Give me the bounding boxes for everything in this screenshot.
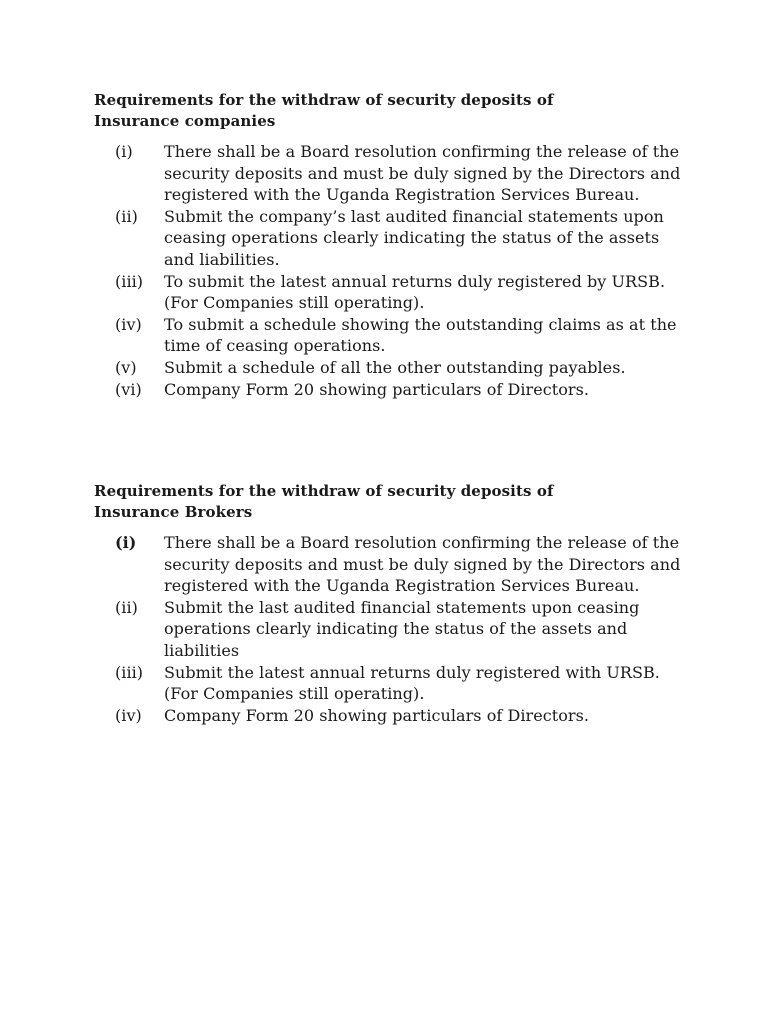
- item-number: (ii): [115, 206, 138, 226]
- item-number: (v): [115, 357, 137, 377]
- item-number: (i): [115, 533, 137, 552]
- list-item: [94, 379, 694, 401]
- requirements-list: [94, 141, 694, 400]
- list-item: [94, 314, 694, 357]
- item-text: Company Form 20 showing particulars of Directors.: [164, 379, 590, 399]
- section-heading: [94, 90, 694, 132]
- item-number: (iii): [115, 271, 144, 291]
- list-item: [94, 597, 694, 662]
- item-text: Submit the company’s last audited financial statements upon ceasing operations clearly indicating the status of the assets and liabilities.: [164, 206, 664, 269]
- list-item: [94, 141, 694, 206]
- item-text: To submit the latest annual returns duly registered by URSB. (For Companies still operating).: [164, 271, 666, 313]
- requirements-list: [94, 532, 694, 726]
- list-item: [94, 662, 694, 705]
- item-text: Submit the latest annual returns duly registered with URSB. (For Companies still operating).: [164, 662, 660, 704]
- list-item: [94, 705, 694, 727]
- heading-line: Requirements for the withdraw of security deposits of: [94, 482, 554, 500]
- list-item: [94, 206, 694, 271]
- item-text: Submit a schedule of all the other outstanding payables.: [164, 357, 626, 377]
- list-item: [94, 357, 694, 379]
- section-insurance-brokers: [94, 481, 694, 726]
- item-text: Submit the last audited financial statements upon ceasing operations clearly indicating the status of the assets and liabilities: [164, 597, 640, 660]
- item-text: There shall be a Board resolution confirming the release of the security deposits and must be duly signed by the Directors and registered with the Uganda Registration Services Bureau.: [164, 142, 681, 205]
- item-text: There shall be a Board resolution confirming the release of the security deposits and must be duly signed by the Directors and registered with the Uganda Registration Services Bureau.: [164, 533, 681, 596]
- heading-line: Requirements for the withdraw of security deposits of: [94, 91, 554, 109]
- list-item: [94, 271, 694, 314]
- item-number: (iii): [115, 662, 144, 682]
- item-number: (vi): [115, 379, 142, 399]
- item-number: (iv): [115, 705, 142, 725]
- heading-line: Insurance companies: [94, 112, 276, 130]
- item-number: (iv): [115, 314, 142, 334]
- section-heading: [94, 481, 694, 523]
- item-text: To submit a schedule showing the outstanding claims as at the time of ceasing operations.: [164, 314, 677, 356]
- heading-line: Insurance Brokers: [94, 503, 253, 521]
- item-text: Company Form 20 showing particulars of Directors.: [164, 705, 590, 725]
- item-number: (ii): [115, 597, 138, 617]
- item-number: (i): [115, 142, 133, 161]
- section-insurance-companies: [94, 90, 694, 400]
- list-item: [94, 532, 694, 597]
